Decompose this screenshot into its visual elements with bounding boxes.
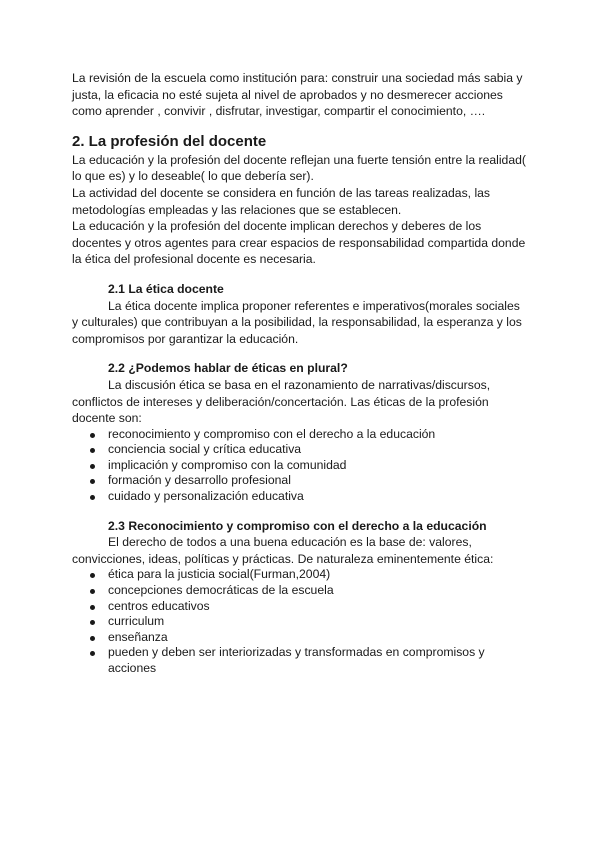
section-2-3-heading: 2.3 Reconocimiento y compromiso con el derecho a la educación (108, 518, 487, 533)
list-item: conciencia social y crítica educativa (72, 442, 528, 458)
list-item: ética para la justicia social(Furman,2004) (72, 567, 528, 583)
section-2-2 (72, 360, 528, 504)
list-item: enseñanza (72, 630, 528, 646)
section-2-3-list (72, 567, 528, 676)
list-item: concepciones democráticas de la escuela (72, 583, 528, 599)
section-2-3 (72, 518, 528, 677)
section-2-3-body: El derecho de todos a una buena educación es la base de: valores, convicciones, ideas, políticas y prácticas. De naturaleza eminentemente ética: (72, 535, 494, 566)
section-2-1 (72, 281, 528, 347)
section-2-1-heading: 2.1 La ética docente (108, 281, 224, 296)
section-2-paragraph: La educación y la profesión del docente implican derechos y deberes de los docentes y otros agentes para crear espacios de responsabilidad compartida donde la ética del profesional docente es necesaria. (72, 219, 526, 267)
list-item: reconocimiento y compromiso con el derecho a la educación (72, 427, 528, 443)
list-item: curriculum (72, 614, 528, 630)
list-item: formación y desarrollo profesional (72, 473, 528, 489)
section-2-paragraph: La actividad del docente se considera en función de las tareas realizadas, las metodologías empleadas y las relaciones que se establecen. (72, 185, 491, 217)
list-item: centros educativos (72, 599, 528, 615)
list-item: cuidado y personalización educativa (72, 489, 528, 505)
section-2-1-body: La ética docente implica proponer referentes e imperativos(morales sociales y culturales) que contribuyan a la posibilidad, la responsabilidad, la esperanza y los compromisos por garantizar la educación. (72, 298, 522, 346)
section-2-2-heading: 2.2 ¿Podemos hablar de éticas en plural? (108, 361, 348, 376)
section-2-heading: 2. La profesión del docente (72, 132, 267, 150)
intro-paragraph: La revisión de la escuela como institución para: construir una sociedad más sabia y justa, la eficacia no esté sujeta al nivel de aprobados y no desmerecer acciones como aprender , convivir , disfrutar, investigar, compartir el conocimiento, …. (72, 71, 523, 119)
section-2-2-body: La discusión ética se basa en el razonamiento de narrativas/discursos, conflictos de intereses y deliberación/concertación. Las éticas de la profesión docente son: (72, 377, 491, 426)
list-item: pueden y deben ser interiorizadas y transformadas en compromisos y acciones (72, 645, 528, 676)
list-item: implicación y compromiso con la comunidad (72, 458, 528, 474)
section-2-paragraph: La educación y la profesión del docente reflejan una fuerte tensión entre la realidad( lo que es) y lo deseable( lo que debería ser). (72, 152, 526, 184)
section-2-2-list (72, 427, 528, 505)
